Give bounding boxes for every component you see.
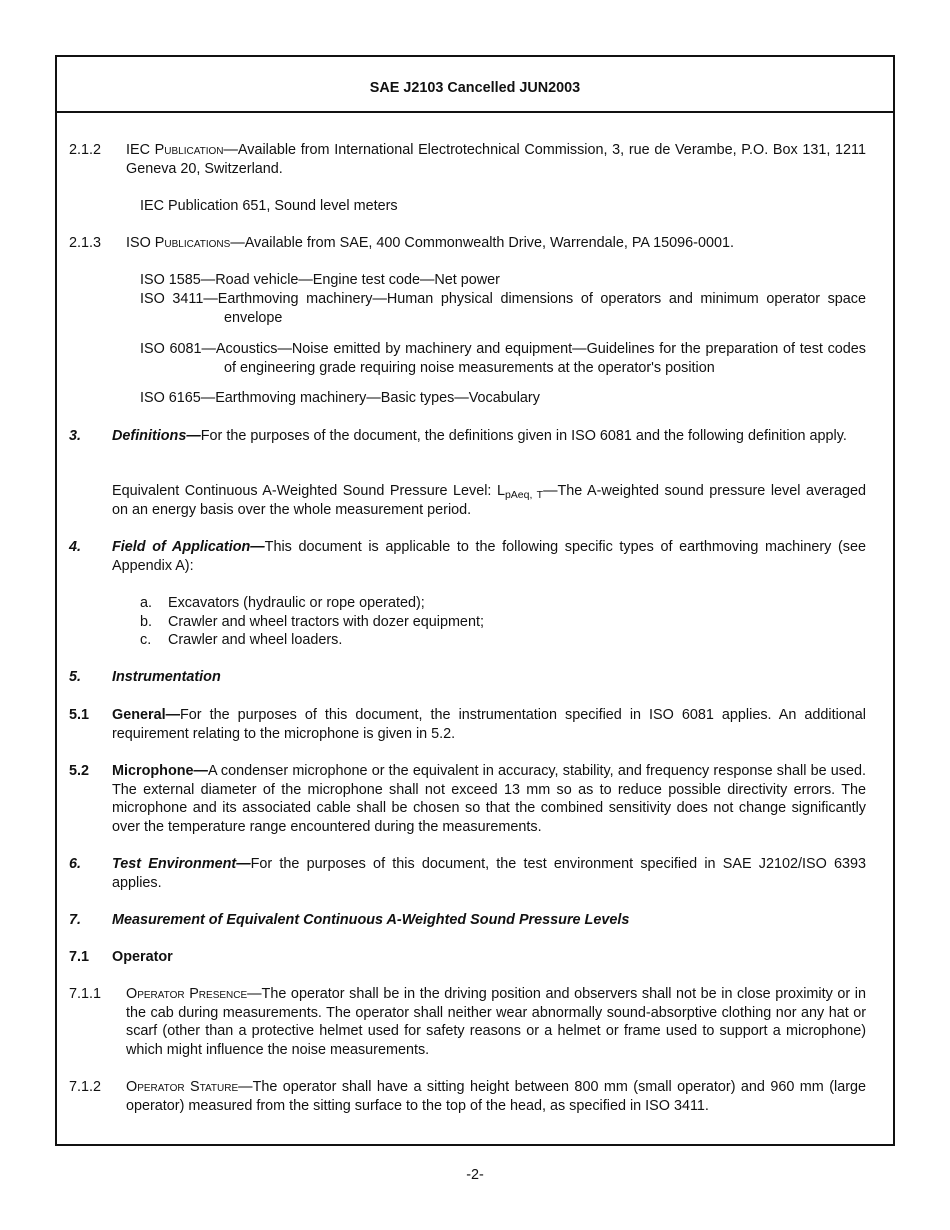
section-term: Definitions— — [112, 428, 201, 444]
section-text: —The operator shall have a sitting height between 800 mm (small operator) and 960 mm (large operator) measured from the sitting surface to the top of the head, as specified in ISO 3411. — [126, 1079, 867, 1114]
section-number: 5.2 — [69, 763, 90, 779]
section-title: Instrumentation — [112, 669, 221, 685]
definition-prefix: Equivalent Continuous A-Weighted Sound Pressure Level: L — [112, 483, 505, 499]
iso-reference: ISO 3411—Earthmoving machinery—Human physical dimensions of operators and minimum operator space envelope — [140, 291, 866, 326]
section-number: 7.1.1 — [69, 986, 102, 1002]
section-term: Microphone— — [112, 763, 208, 779]
section-6 — [112, 855, 866, 892]
section-term: Operator Stature — [126, 1079, 239, 1095]
section-term: ISO Publications — [126, 235, 231, 251]
section-title: Operator — [112, 949, 173, 965]
section-text: For the purposes of this document, the test environment specified in SAE J2102/ISO 6393 applies. — [112, 856, 866, 891]
section-text: A condenser microphone or the equivalent in accuracy, stability, and frequency response shall be used. The external diameter of the microphone shall not exceed 13 mm so as to reduce possible directivity errors. The microphone and its associated cable shall be chosen so that the combined sensitivity does not change significantly over the temperature range encountered during the measurements. — [112, 763, 866, 835]
section-number: 7.1 — [69, 949, 90, 965]
section-term: IEC Publication — [126, 142, 224, 158]
section-term: Test Environment— — [112, 856, 251, 872]
iso-reference: ISO 1585—Road vehicle—Engine test code—Net power — [140, 272, 500, 288]
section-4 — [112, 538, 866, 575]
section-text: —Available from SAE, 400 Commonwealth Drive, Warrendale, PA 15096-0001. — [230, 235, 734, 251]
section-number: 3. — [69, 428, 82, 444]
list-item: Crawler and wheel loaders. — [168, 632, 343, 648]
section-text: —Available from International Electrotechnical Commission, 3, rue de Verambe, P.O. Box 131, 1211 Geneva 20, Switzerland. — [126, 142, 866, 177]
page-number: -2- — [466, 1167, 484, 1183]
section-term: General— — [112, 707, 180, 723]
section-number: 2.1.2 — [69, 142, 102, 158]
definition-text: —The A-weighted sound pressure level averaged on an energy basis over the whole measurement period. — [112, 483, 866, 518]
iso-reference: ISO 6081—Acoustics—Noise emitted by machinery and equipment—Guidelines for the preparation of test codes of engineering grade requiring noise measurements at the operator's position — [140, 341, 866, 376]
definition-paragraph — [112, 482, 866, 519]
section-number: 6. — [69, 856, 82, 872]
list-label: c. — [140, 632, 152, 648]
section-text: For the purposes of this document, the instrumentation specified in ISO 6081 applies. An additional requirement relating to the microphone is given in 5.2. — [112, 707, 866, 742]
section-2-1-2 — [126, 141, 866, 178]
section-number: 5. — [69, 669, 82, 685]
section-number: 4. — [69, 539, 82, 555]
iec-reference: IEC Publication 651, Sound level meters — [140, 198, 398, 214]
section-5-2 — [112, 762, 866, 836]
document-header: SAE J2103 Cancelled JUN2003 — [57, 57, 893, 113]
section-text: This document is applicable to the following specific types of earthmoving machinery (see Appendix A): — [112, 539, 866, 574]
section-title: Measurement of Equivalent Continuous A-Weighted Sound Pressure Levels — [112, 912, 630, 928]
section-3 — [112, 427, 866, 446]
list-label: b. — [140, 614, 153, 630]
section-7-1-1 — [126, 985, 866, 1059]
section-5-1 — [112, 706, 866, 743]
iso-reference: ISO 6165—Earthmoving machinery—Basic types—Vocabulary — [140, 390, 540, 406]
section-term: Operator Presence — [126, 986, 248, 1002]
section-7-1-2 — [126, 1078, 866, 1115]
section-2-1-3 — [126, 234, 866, 253]
section-number: 2.1.3 — [69, 235, 102, 251]
list-item: Excavators (hydraulic or rope operated); — [168, 595, 425, 611]
definition-subscript: pAeq, T — [504, 489, 544, 501]
section-text: —The operator shall be in the driving position and observers shall not be in close proximity or in the cab during measurements. The operator shall neither wear abnormally sound-absorptive clothing nor any hat or scarf (other than a protective helmet used for safety reasons or a helmet or frame used to support a microphone) which might influence the noise measurements. — [126, 986, 866, 1058]
list-label: a. — [140, 595, 153, 611]
list-item: Crawler and wheel tractors with dozer equipment; — [168, 614, 484, 630]
section-text: For the purposes of the document, the definitions given in ISO 6081 and the following definition apply. — [200, 428, 847, 444]
section-number: 7.1.2 — [69, 1079, 102, 1095]
section-number: 7. — [69, 912, 82, 928]
section-number: 5.1 — [69, 707, 90, 723]
section-term: Field of Application— — [112, 539, 265, 555]
